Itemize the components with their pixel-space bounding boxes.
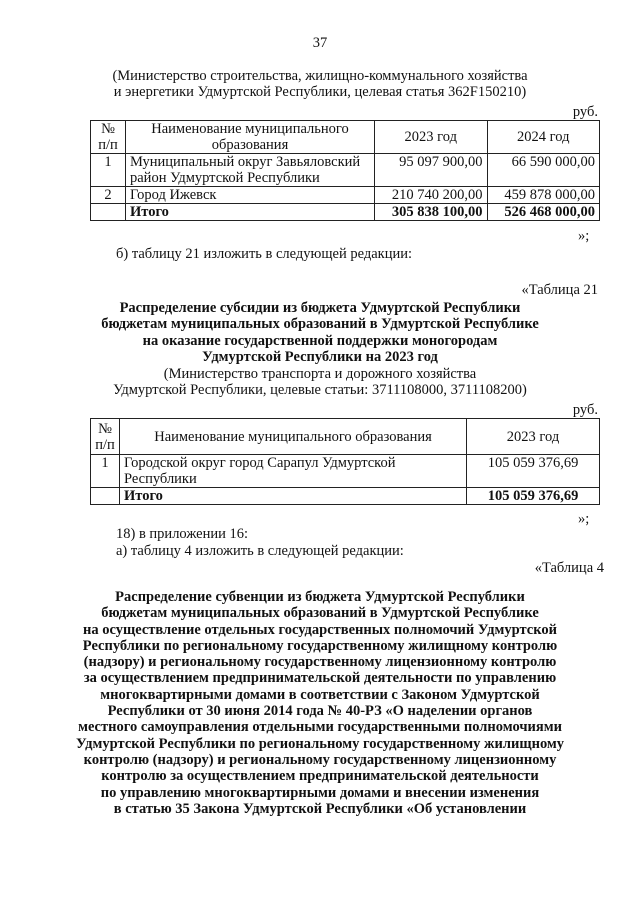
table-row — [91, 455, 600, 488]
title-line: Удмуртской Республики на 2023 год — [202, 348, 438, 365]
instruction-a: а) таблицу 4 изложить в следующей редакции: — [116, 543, 404, 559]
total-2023: 105 059 376,69 — [467, 488, 600, 505]
item-18: 18) в приложении 16: — [116, 526, 249, 542]
title-line: Республики от 30 июня 2014 года № 40-РЗ «О наделении органов — [107, 703, 533, 720]
table1-caption — [0, 68, 640, 101]
table4-title — [0, 589, 640, 817]
caption-line: (Министерство транспорта и дорожного хозяйства — [163, 366, 477, 382]
row-2023: 95 097 900,00 — [375, 154, 488, 187]
total-2024: 526 468 000,00 — [487, 204, 600, 221]
table4-label: «Таблица 4 — [534, 560, 604, 576]
caption-line: Удмуртской Республики, целевые статьи: 3711108000, 3711108200) — [113, 382, 527, 399]
subsidy-table-1 — [90, 120, 600, 221]
row-2024: 66 590 000,00 — [487, 154, 600, 187]
title-line: Республики по региональному государственному жилищному контролю — [82, 637, 558, 654]
row-name: Городской округ город Сарапул Удмуртской Республики — [120, 455, 467, 488]
title-line: Удмуртской Республики по региональному государственному жилищному — [75, 735, 565, 752]
row-num: 1 — [91, 455, 120, 488]
col-header-2023: 2023 год — [375, 121, 488, 154]
total-label: Итого — [126, 204, 375, 221]
table21-label: «Таблица 21 — [521, 282, 598, 298]
unit-label: руб. — [572, 402, 598, 418]
title-line: по управлению многоквартирными домами и внесении изменения — [100, 784, 540, 801]
table21-caption — [0, 366, 640, 399]
title-line: на оказание государственной поддержки моногородам — [142, 332, 498, 349]
col-header-2024: 2024 год — [487, 121, 600, 154]
total-label: Итого — [120, 488, 467, 505]
row-num: 1 — [91, 154, 126, 187]
close-quote: »; — [578, 228, 590, 244]
table-row — [91, 187, 600, 204]
total-row — [91, 488, 600, 505]
page-number: 37 — [312, 35, 328, 51]
title-line: Распределение субсидии из бюджета Удмуртской Республики — [119, 300, 521, 316]
total-2023: 305 838 100,00 — [375, 204, 488, 221]
subsidy-table-21 — [90, 418, 600, 505]
title-line: в статью 35 Закона Удмуртской Республики «Об установлении — [113, 800, 527, 817]
table-row — [91, 154, 600, 187]
title-line: контролю за осуществлением предпринимательской деятельности — [101, 768, 539, 785]
col-header-2023: 2023 год — [467, 419, 600, 455]
row-2023: 105 059 376,69 — [467, 455, 600, 488]
title-line: местного самоуправления отдельными государственными полномочиями — [78, 719, 562, 736]
total-row — [91, 204, 600, 221]
row-name: Муниципальный округ Завьяловский район Удмуртской Республики — [126, 154, 375, 187]
title-line: бюджетам муниципальных образований в Удмуртской Республике — [101, 605, 539, 622]
row-num: 2 — [91, 187, 126, 204]
caption-line: (Министерство строительства, жилищно-коммунального хозяйства — [112, 68, 528, 84]
title-line: Распределение субвенции из бюджета Удмуртской Республики — [115, 589, 525, 605]
table21-title — [0, 300, 640, 365]
title-line: на осуществление отдельных государственных полномочий Удмуртской — [83, 621, 557, 638]
title-line: контролю (надзору) и региональному государственному лицензионному — [83, 751, 557, 768]
row-2023: 210 740 200,00 — [375, 187, 488, 204]
row-2024: 459 878 000,00 — [487, 187, 600, 204]
col-header-name: Наименование муниципального образования — [126, 121, 375, 154]
title-line: за осуществлением предпринимательской деятельности по управлению — [83, 670, 557, 687]
row-name: Город Ижевск — [126, 187, 375, 204]
caption-line: и энергетики Удмуртской Республики, целевая статья 362F150210) — [113, 84, 527, 101]
instruction-b: б) таблицу 21 изложить в следующей редакции: — [116, 246, 413, 262]
col-header-num: № п/п — [91, 121, 126, 154]
col-header-name: Наименование муниципального образования — [120, 419, 467, 455]
col-header-num: № п/п — [91, 419, 120, 455]
close-quote: »; — [578, 511, 590, 527]
title-line: многоквартирными домами в соответствии с Законом Удмуртской — [100, 686, 540, 703]
title-line: бюджетам муниципальных образований в Удмуртской Республике — [101, 316, 539, 333]
title-line: (надзору) и региональному государственному лицензионному контролю — [83, 654, 557, 671]
unit-label: руб. — [572, 104, 598, 120]
